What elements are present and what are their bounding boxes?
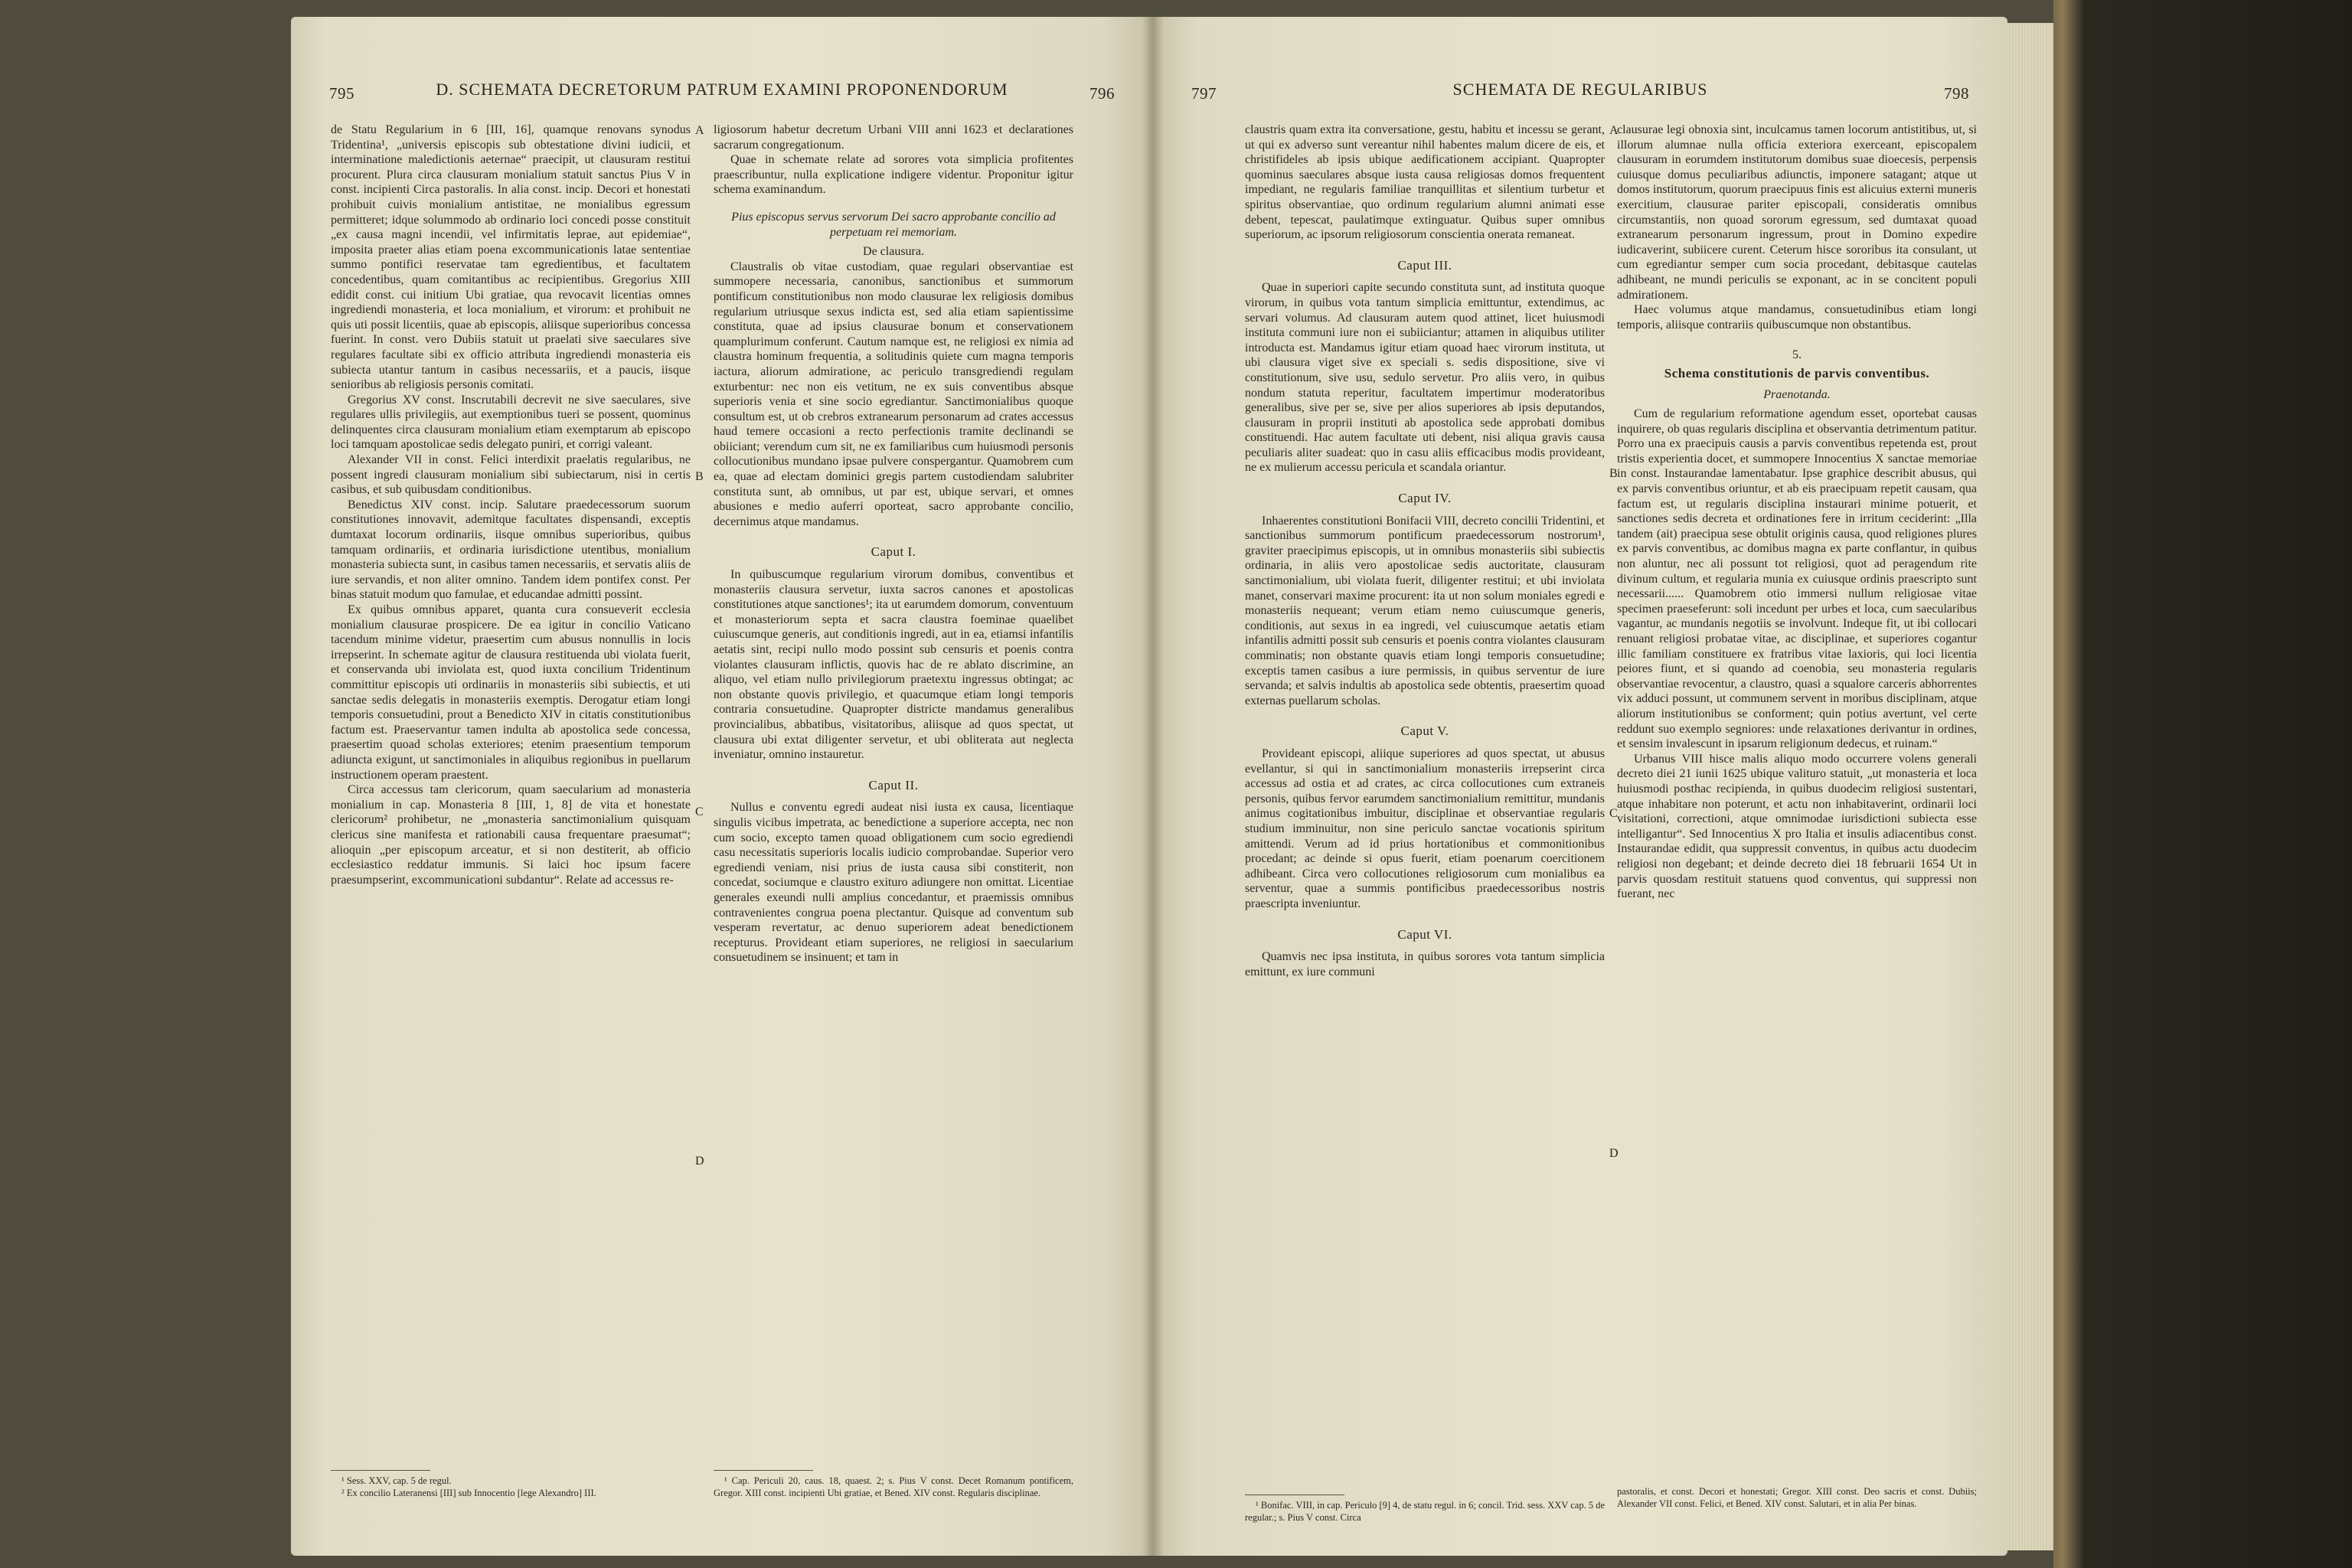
paragraph: Urbanus VIII hisce malis aliquo modo occurrere volens generali decreto diei 21 iunii 1625 ubique valituro statuit, „ut monasteria et loca huiusmodi posthac recipienda, in quibus duodecim religiosi sustentari, atque inhabitare non poterunt, et actu non inhabitaverint, ordinarii loci visitationi, correctioni, atque omnimodae iurisdictioni subiecta esse intelligantur“. Sed Innocentius X pro Italia et insulis adiacentibus const. Instaurandae edidit, qua suppressit conventus, in quibus actu duodecim religiosi non degebant; et deinde decreto diei 18 februarii 1654 Ut in parvis quosdam restituit statuens quod conventus, qui suppressi non fuerant, nec xyxy=(1617,752,1977,901)
right-page xyxy=(1153,17,2007,1556)
paragraph: Nullus e conventu egredi audeat nisi iusta ex causa, licentiaque singulis vicibus impetrata, ac benedictione a superiore accepta, nec non cum socio, excepto tamen quoad obligationem cum socio egrediendi casu necessitatis superioris localis iudicio comprobandae. Superior vero egrediendi veniam, nisi prius de iusta causa sibi constiterit, non concedat, sociumque e claustro exituro adiungere non omittat. Licentiae generales exeundi nulli amplius concedantur, et praemissis omnibus contravenientes congrua poena plectantur. Quisque ad conventum sub vesperam revertatur, ac denuo superiorem adeat benedictionem recepturus. Provideant etiam superiores, ne religiosi in saecularium consuetudinem se insinuent; et tam in xyxy=(714,801,1073,965)
margin-letter-c: C xyxy=(695,805,704,818)
paragraph: Claustralis ob vitae custodiam, quae regulari observantiae est summopere necessaria, canonibus, sanctionibus et summorum pontificum constitutionibus non modo clausurae lex religiosis domibus regularium utriusque sexus indicta est, sed alia etiam sapientissime constituta, quae ad ipsius clausurae bonum et conservationem quamplurimum conferunt. Cautum namque est, ne religiosi ex nimia ad claustra hominum frequentia, a solitudinis quiete cum magna temporis iactura, aliorum admiratione, ac periculo transgrediendi regulam exturbentur: nec non eis vetitum, ne ex suis conventibus absque superioris venia et sine socio egrediantur. Sanctimonialibus quoque consultum est, ut ob crebros extranearum personarum ad crates accessus haud temere occasioni a recto perfectionis tramite declinandi se obiiciant; verendum cum sit, ne ex familiaribus cum huiusmodi personis collocutionibus mundano ipsae pulvere conspergantur. Quamobrem cum ea, quae ad electam dominici gregis partem custodiendam salubriter constituta sunt, ab omnibus, ut par est, ubique servari, et omnes abusiones e medio auferri oporteat, sacro approbante concilio, decernimus atque mandamus. xyxy=(714,260,1073,528)
section-heading: De clausura. xyxy=(863,245,924,259)
right-column-2 xyxy=(1617,122,1977,902)
paragraph: Ex quibus omnibus apparet, quanta cura consueverit ecclesia monialium clausurae prospicere. De ea igitur in concilio Vaticano tacendum minime videtur, praesertim cum abusus nonnullis in locis irrepserint. In schemate agitur de clausura restituenda ubi violata fuerit, et conservanda ubi inviolata est, quod iuxta concilium Tridentinum committitur episcopis uti ordinariis in monasteriis sibi subiectis, et uti sanctae sedis delegatis in monasteriis exemptis. Derogatur etiam longi temporis consuetudini, prout a Benedicto XIV in citatis constitutionibus factum est. Praeservantur tamen indulta ab apostolica sede concessa, praesertim quoad scholas exteriores; etenim praesentium temporum adiuncta exigunt, ut sanctimoniales in aliquibus regionibus in puellarum instructionem operam praestent. xyxy=(331,603,691,782)
running-title: D. SCHEMATA DECRETORUM PATRUM EXAMINI PROPONENDORUM xyxy=(436,80,1008,99)
footnotes-right-col1 xyxy=(1245,1499,1605,1524)
section-subtitle: Praenotanda. xyxy=(1763,387,1831,401)
footnote: ¹ Bonifac. VIII, in cap. Periculo [9] 4, de statu regul. in 6; concil. Trid. sess. XXV cap. 5 de regular.; s. Pius V const. Circa xyxy=(1245,1500,1605,1523)
paragraph: claustris quam extra ita conversatione, gestu, habitu et incessu se gerant, ut qui ex adverso sunt vereantur nihil habentes malum dicere de eis, et christifideles ab ipsis ubique aedificationem accipiant. Quapropter quominus saeculares absque iusta causa religiosas domos frequentent impediant, ne regularis familiae tranquillitas et silentium turbetur et spiritus observantiae, quo ordinum regularium alumni animati esse debent, tepescat, paulatimque extinguatur. Quibus super omnibus superiorum, ac ipsorum religiosorum conscientia onerata remaneat. xyxy=(1245,123,1605,242)
footnotes-right-col2 xyxy=(1617,1485,1977,1510)
book-cover-edge xyxy=(2053,0,2352,1568)
page-number-796: 796 xyxy=(1089,84,1115,103)
paragraph: ligiosorum habetur decretum Urbani VIII anni 1623 et declarationes sacrarum congregationum. xyxy=(714,123,1073,152)
chapter-heading: Caput VI. xyxy=(1397,926,1452,942)
left-column-2 xyxy=(714,122,1073,965)
footnote-rule xyxy=(714,1470,813,1471)
left-column-1 xyxy=(331,122,691,887)
footnote: pastoralis, et const. Decori et honestati; Gregor. XIII const. Deo sacris et const. Dubiis; Alexander VII const. Felici, et Bened. XIV const. Salutari, et in alia Per binas. xyxy=(1617,1486,1977,1509)
paragraph: Provideant episcopi, aliique superiores ad quos spectat, ut abusus evellantur, si qui in sanctimonialium monasteriis irrepserint circa accessus ad ostia et ad crates, ac circa collocutiones cum extraneis personis, quibus fervor earumdem sanctimonialium remittitur, mundanis animus cogitationibus imbuitur, disciplinae et observantiae regularis studium imminuitur, non sine periculo sanctae vocationis spiritum amittendi. Verum ad id prius hortationibus et commonitionibus procedant; ac deinde si opus fuerit, etiam poenarum coercitionem adhibeant. Circa vero collocutiones religiosorum cum monialibus ea serventur, quae a summis pontificibus praedecessoribus nostris praescripta inveniuntur. xyxy=(1245,746,1605,910)
chapter-heading: Caput IV. xyxy=(1398,491,1452,506)
running-title: SCHEMATA DE REGULARIBUS xyxy=(1452,80,1708,99)
left-page xyxy=(291,17,1153,1556)
paragraph: de Statu Regularium in 6 [III, 16], quamque renovans synodus Tridentina¹, „universis episcopis sub obtestatione divini iudicii, et interminatione maledictionis aeternae“ praecipit, ut clausuram restitui procurent. Plura circa clausuram monialium statuit sanctus Pius V in const. incipienti Circa pastoralis. In alia const. incip. Decori et honestati prohibuit cuivis monialium antistitae, ne monialibus egressum permitteret; idque solummodo ab ordinario loci concedi posse constituit „ex causa magni incendii, vel infirmitatis leprae, aut epidemiae“, imposita praeter alias etiam poena excommunicationis latae sententiae summo pontifici reservatae tam egredientibus, et facultatem concedentibus, quam comitantibus ac recipientibus. Gregorius XIII edidit const. cui initium Ubi gratiae, qua revocavit licentias omnes ingrediendi monasteria, et loca monialium, et virorum: et prohibuit ne quis uti possit licentiis, quae ab episcopis, aliisque superioribus concessa fuerint. In const. vero Dubiis statuit ut praelati sive saeculares sive regulares facultate sibi ex officio attributa ingrediendi monasteria eis subiecta utantur tantum in casibus necessariis, et a paucis, iisque senioribus ab religiosis personis comitati. xyxy=(331,123,691,392)
section-number: 5. xyxy=(1792,348,1802,362)
page-number-795: 795 xyxy=(329,84,354,103)
footnote: ² Ex concilio Lateranensi [III] sub Innocentio [lege Alexandro] III. xyxy=(341,1488,596,1498)
paragraph: Quae in schemate relate ad sorores vota simplicia profitentes praescribuntur, nulla explicatione indigere videntur. Proponitur igitur schema examinandum. xyxy=(714,153,1073,197)
margin-letter-b: B xyxy=(1609,467,1618,480)
page-number-797: 797 xyxy=(1191,84,1217,103)
page-number-798: 798 xyxy=(1944,84,1969,103)
footnotes-left-col2 xyxy=(714,1475,1073,1499)
margin-letter-d: D xyxy=(1609,1147,1619,1160)
section-title: Schema constitutionis de parvis conventibus. xyxy=(1664,365,1930,381)
page-edges xyxy=(2007,23,2053,1550)
paragraph: Inhaerentes constitutioni Bonifacii VIII, decreto concilii Tridentini, et sanctionibus summorum pontificum praedecessorum nostrorum¹, graviter praecipimus episcopis, ut in omnibus monasteriis sibi subiectis ordinaria, in aliis vero apostolicae sedis auctoritate, clausuram sanctimonialium, ubi violata fuerit, diligenter restitui; et ubi inviolata manet, conservari maxime procurent: ita ut non solum moniales egredi e monasteriis nequeant; verum etiam nemo cuiuscumque generis, conditionis, aut sexus in ea ingredi, vel cuiuscumque aetatis etiam infantilis admitti possit sub censuris et poenis contra violantes clausuram comminatis; non obstante quavis etiam longi temporis consuetudine; exceptis tamen casibus a iure permissis, in quibus serventur de iure servanda; et salvis indultis ab apostolica sede obtentis, praesertim quoad externas puellarum scholas. xyxy=(1245,514,1605,707)
footnote: ¹ Sess. XXV, cap. 5 de regul. xyxy=(341,1475,452,1486)
margin-letter-b: B xyxy=(695,470,704,483)
paragraph: Circa accessus tam clericorum, quam saecularium ad monasteria monialium in cap. Monasteria 8 [III, 1, 8] de vita et honestate clericorum² prohibetur, ne „monasteria sanctimonialium quisquam clericus sine manifesta et rationabili causa frequentare praesumat“; alioquin „per episcopum arceatur, et si non destiterit, ab officio ecclesiastico reddatur immunis. Si laici hoc ipsum facere praesumpserint, excommunicationi subdantur“. Relate ad accessus re- xyxy=(331,783,691,887)
footnotes-left-col1 xyxy=(331,1475,691,1499)
paragraph: Quamvis nec ipsa instituta, in quibus sorores vota tantum simplicia emittunt, ex iure communi xyxy=(1245,950,1605,978)
footnote-rule xyxy=(1245,1494,1344,1495)
paragraph: Cum de regularium reformatione agendum esset, oportebat causas inquirere, ob quas regularis disciplina et observantia detrimentum patitur. Porro una ex praecipuis causis a parvis conventibus repetenda est, prout tristis experientia docet, et summopere Innocentius X sanctae memoriae in const. Instaurandae lamentabatur. Ipse graphice describit abusus, qui ex parvis conventibus oriuntur, et ab eis praecipuam repetit causam, qua factum est, ut regularis disciplina instaurari minime potuerit, et sanctiones sedis decreta et ordinationes fere in irritum ceciderint: „Illa tandem (ait) praecipua sese obtulit originis causa, quod religiones plures ex parvis conventibus, ac domibus magna ex parte conflantur, in quibus non aluntur, nec ali possunt tot religiosi, quot ad peragendum rite divinum cultum, et regularia munia ex cuiusque ordinis praescripto sunt necessarii...... Quamobrem otio immersi nullum religiosae vitae specimen praeseferunt: soli incedunt per urbes et loca, cum saecularibus vagantur, ac mundanis negotiis se involvunt. Indeque fit, ut ibi collocari renuant religiosi probatae vitae, ac disciplinae, et superiores cogantur illic familiam constituere ex fratribus vitae laxioris, qui loci licentia peiores fiunt, et si quando ad coenobia, seu monasteria regularis observantiae revocentur, a claustro, quasi a squalore carceris abhorrentes vix adduci possunt, ut communem servent in moribus disciplinam, atque aliorum institutionibus se conforment; quin potius avertunt, vel certe reddunt suo exemplo segniores: unde relaxationes derivantur in ordines, et sensim invalescunt in ipsarum religionum dedecus, et ruinam.“ xyxy=(1617,407,1977,751)
margin-letter-a: A xyxy=(695,124,704,137)
paragraph: Gregorius XV const. Inscrutabili decrevit ne sive saeculares, sive regulares ullis privilegiis, aut exemptionibus tueri se possent, quominus delinquentes circa clausuram monialium etiam exemptarum ab episcopo loci tamquam apostolicae sedis delegato puniri, et corrigi valeant. xyxy=(331,393,691,452)
paragraph: Benedictus XIV const. incip. Salutare praedecessorum suorum constitutiones innovavit, ademitque facultates dispensandi, exceptis dumtaxat locorum ordinariis, iisque omnibus superioribus, quibus tamquam ordinariis, et ordinaria iurisdictione utentibus, monialium monasteria subiecta sunt, in casibus tamen necessariis, et servatis aliis de iure servandis, et non aliter omnino. Tandem idem pontifex const. Per binas statuit modum quo famulae, et educandae admitti possint. xyxy=(331,498,691,602)
chapter-heading: Caput II. xyxy=(868,777,919,792)
decree-heading: Pius episcopus servus servorum Dei sacro approbante concilio ad perpetuam rei memoriam. xyxy=(731,210,1056,239)
paragraph: In quibuscumque regularium virorum domibus, conventibus et monasteriis clausura servetur, iuxta sacros canones et apostolicas constitutiones atque sanctiones¹; ita ut earumdem domorum, conventuum et monasteriorum septa et sacra claustra foeminae quaelibet cuiuscumque generis, aut conditionis ingredi, aut in ea, etiamsi infantilis aetatis sint, recipi nullo modo possint sub censuris et poenis contra violantes clausuram inflictis, quovis hac de re ablato discrimine, an aliquo, vel etiam nullo privilegiorum praetextu ingressus obtingat; ac non obstante quovis privilegio, et quacumque etiam longi temporis contraria consuetudine. Quapropter districte mandamus generalibus provincialibus, abbatibus, visitatoribus, aliisque ad quos spectat, ut clausura ubi extat diligenter servetur, et ubi obliterata aut neglecta inveniatur, omnino instauretur. xyxy=(714,568,1073,762)
margin-letter-a: A xyxy=(1609,124,1619,137)
left-page-header xyxy=(329,78,1115,109)
paragraph: Alexander VII in const. Felici interdixit praelatis regularibus, ne possent ingredi clausuram monialium sibi subiectarum, nisi in certis casibus, et sub quibusdam conditionibus. xyxy=(331,453,691,497)
paragraph: Quae in superiori capite secundo constituta sunt, ad instituta quoque virorum, in quibus vota tantum simplicia emittuntur, extendimus, ac servari volumus. Ad clausuram autem quod attinet, licet huiusmodi instituta communi iure non ei subiiciantur; attamen in aliquibus utiliter introducta est. Mandamus igitur etiam quoad haec virorum instituta, ut ubi clausura viget sive ex speciali s. sedis dispositione, sive vi constitutionum, sive usu, sedulo servetur. Pro aliis vero, in quibus nondum statuta reperitur, facultatem impertimur moderatoribus generalibus, sive per se, sive per alios superiores ab ipsis deputandos, clausuram in proprii instituti ab apostolica sede approbati domibus constituendi. Hac autem facultate uti debent, nisi aliqua gravis causa peculiaris aliter suadeat: quo in casu aliis efficacibus modis provideant, ne ex mulierum accessu pericula et scandala oriantur. xyxy=(1245,281,1605,475)
chapter-heading: Caput V. xyxy=(1400,724,1449,739)
right-page-header xyxy=(1191,78,1969,109)
margin-letter-d: D xyxy=(695,1155,704,1168)
footnote: ¹ Cap. Periculi 20, caus. 18, quaest. 2; s. Pius V const. Decet Romanum pontificem, Gregor. XIII const. incipienti Ubi gratiae, et Bened. XIV const. Regularis disciplinae. xyxy=(714,1475,1073,1498)
footnote-rule xyxy=(331,1470,430,1471)
chapter-heading: Caput III. xyxy=(1397,257,1452,273)
margin-letter-c: C xyxy=(1609,807,1618,820)
paragraph: Haec volumus atque mandamus, consuetudinibus etiam longi temporis, aliisque contrariis quibuscumque non obstantibus. xyxy=(1617,303,1977,332)
chapter-heading: Caput I. xyxy=(871,544,916,560)
right-column-1 xyxy=(1245,122,1605,979)
paragraph: clausurae legi obnoxia sint, inculcamus tamen locorum antistitibus, ut, si illorum alumnae nulla officia exteriora exerceant, episcopalem clausuram in eorumdem institutorum domibus suae dioecesis, perpensis cuiusque domus peculiaribus adiunctis, imponere satagant; atque ut domos institutorum, quorum praecipuus finis est alicuius externi muneris exercitium, clausurae pariter episcopali, consideratis omnibus circumstantiis, non quoad sororum egressum, sed dumtaxat quoad extranearum personarum ingressum, prout in Domino expedire iudicaverint, subiicere curent. Ceterum hisce sororibus ita consulant, ut cum egrediantur semper cum socia procedant, debitasque cautelas adhibeant, ne mundi periculis se exponant, ac in se concitent populi admirationem. xyxy=(1617,123,1977,302)
